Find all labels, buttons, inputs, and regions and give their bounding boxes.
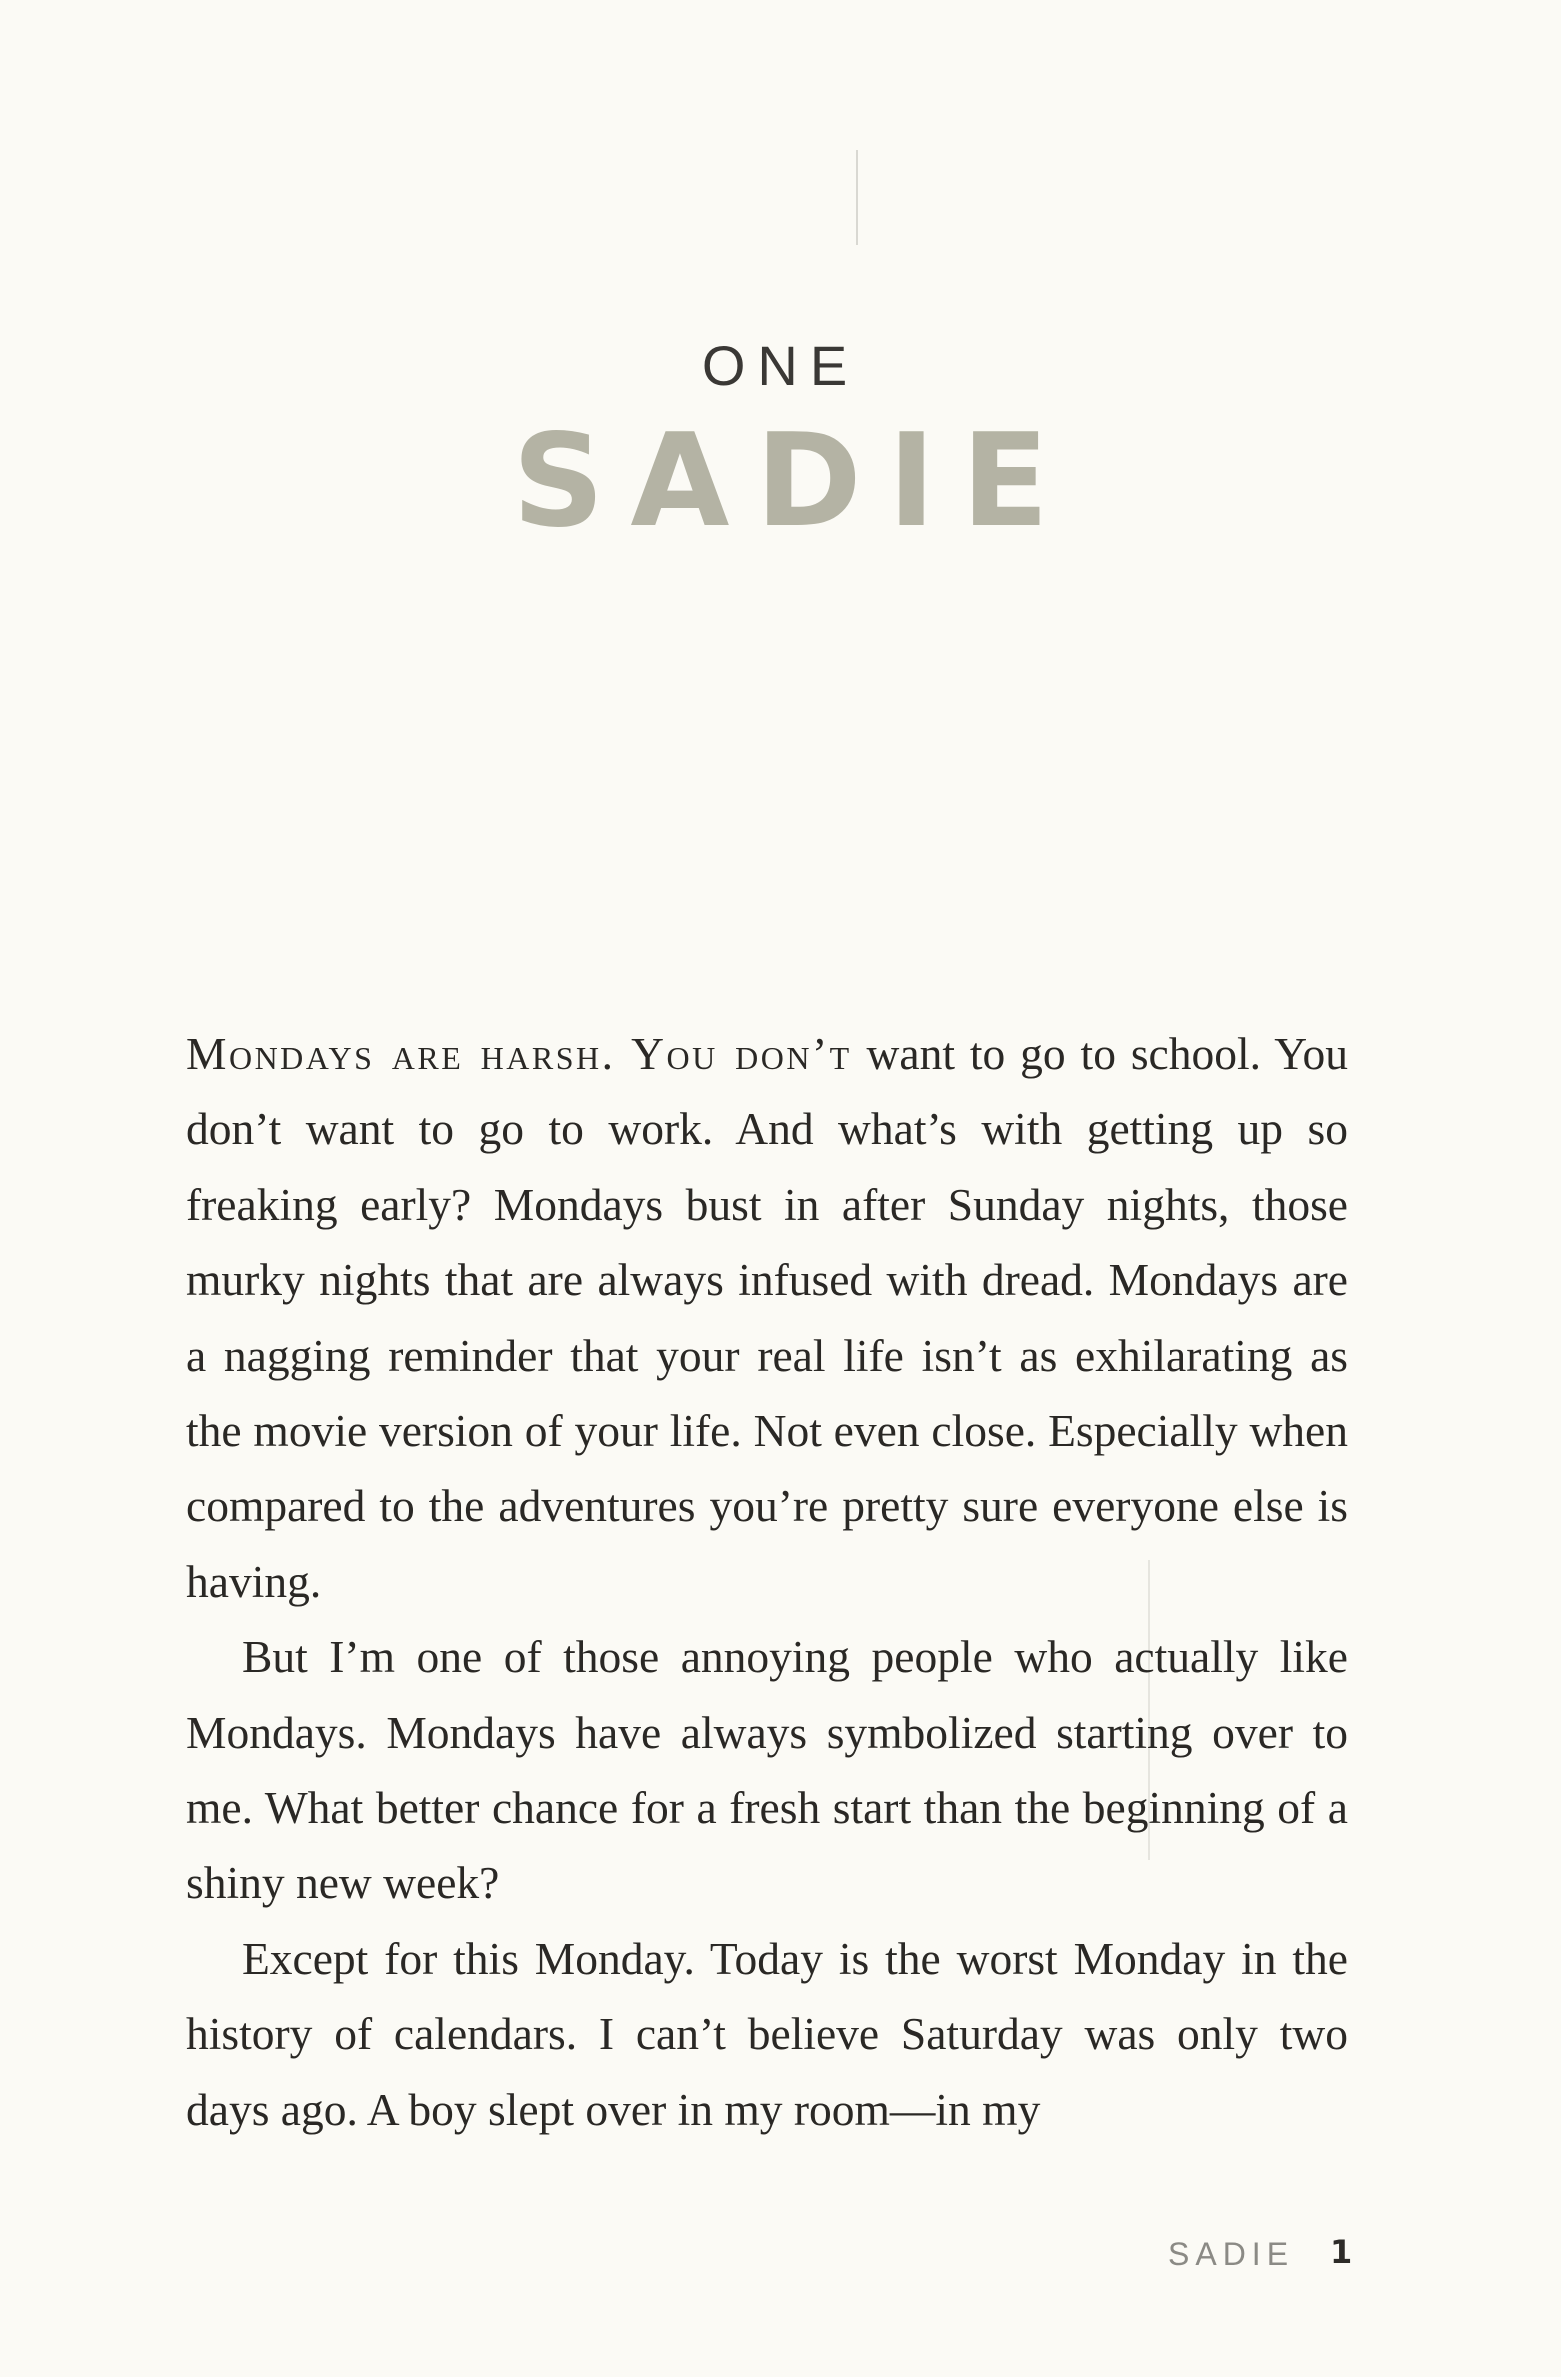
paragraph-1 xyxy=(186,1016,1348,1619)
page-number: 1 xyxy=(1330,2233,1353,2271)
paragraph-3: Except for this Monday. Today is the worst Monday in the history of calendars. I can’t believe Saturday was only two days ago. A boy slept over in my room—in my xyxy=(186,1932,1348,2135)
paragraph-2: But I’m one of those annoying people who actually like Mondays. Mondays have always symbolized starting over to me. What better chance for a fresh start than the beginning of a shiny new week? xyxy=(186,1631,1348,1909)
chapter-title: SADIE xyxy=(512,407,1075,556)
running-footer: SADIE xyxy=(1168,2236,1295,2272)
chapter-number: ONE xyxy=(701,334,860,397)
paragraph-1-lead-in: Mondays are harsh. You don’t xyxy=(186,1028,852,1079)
body-text xyxy=(186,1016,1348,2147)
scan-artifact-line xyxy=(856,150,858,245)
paragraph-1-text: want to go to school. You don’t want to go to work. And what’s with getting up so freaking early? Mondays bust in after Sunday nights, those murky nights that are always infused with dread. Mondays are a nagging reminder that your real life isn’t as exhilarating as the movie version of your life. Not even close. Especially when compared to the adventures you’re pretty sure everyone else is having. xyxy=(186,1028,1348,1607)
